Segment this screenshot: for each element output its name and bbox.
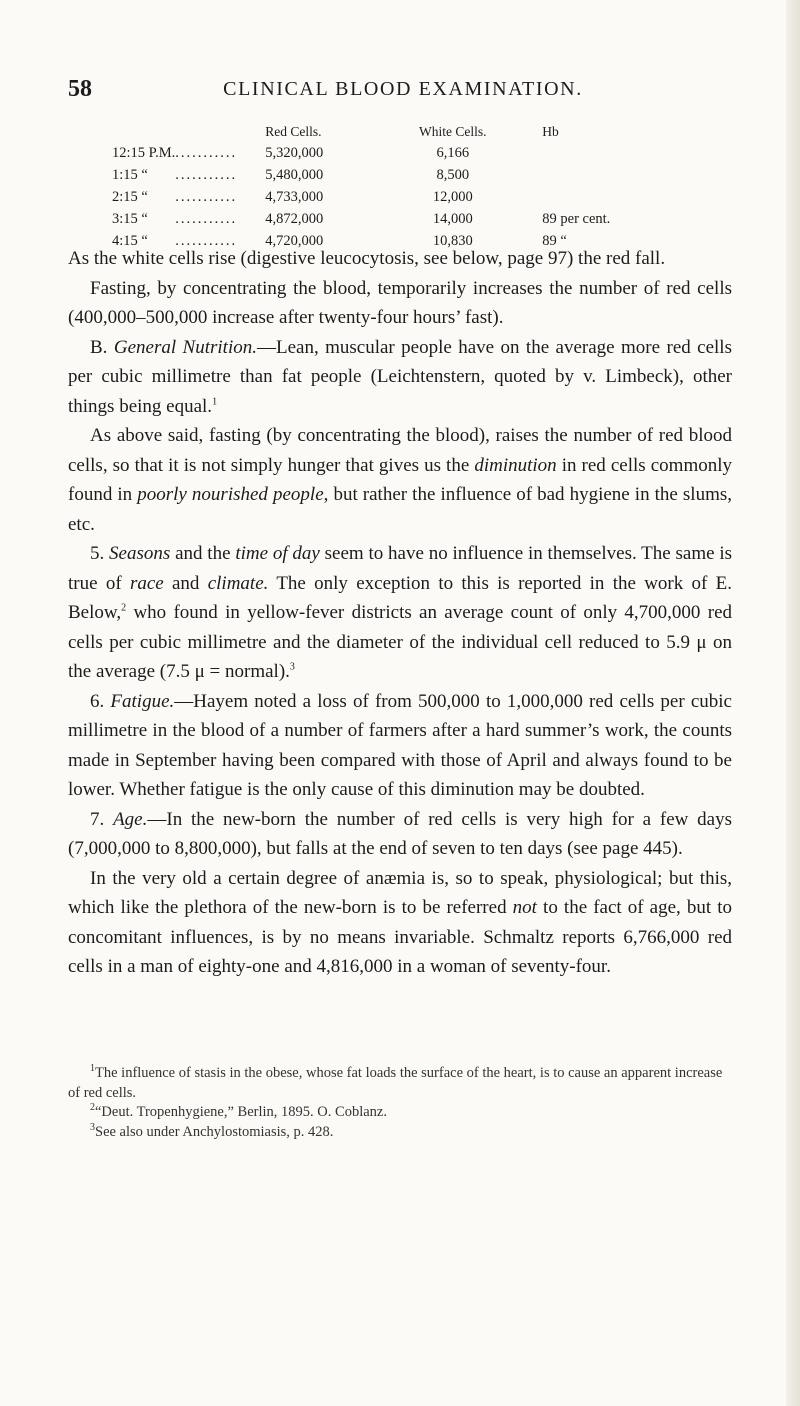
row-white-cells: 14,000 [432, 211, 473, 227]
row-white-cells: 8,500 [436, 167, 470, 183]
row-time: 12:15 P.M. [112, 145, 176, 161]
row-leader-dots: ........... [175, 211, 238, 227]
emphasis: poorly nourished people [137, 484, 324, 505]
row-leader-dots: ........... [175, 189, 238, 205]
emphasis: race [129, 572, 164, 594]
row-red-cells: 4,720,000 [265, 233, 324, 249]
running-head: CLINICAL BLOOD EXAMINATION. [223, 78, 583, 100]
section-title: Age. [113, 808, 148, 830]
row-hb [530, 140, 682, 162]
row-leader-dots: ........... [175, 167, 238, 183]
row-hb: 89 “ [542, 233, 567, 249]
paragraph-age: 7. Age.—In the new-born the number of red cells is very high for a few days (7,000,000 to 8,800,000), but falls at the end of seven to ten days (see page 445). [68, 808, 732, 859]
footnote: $^2$“Deut. Tropenhygiene,” Berlin, 1895. O. Coblanz. [90, 1102, 387, 1120]
footnotes [68, 1064, 732, 1142]
row-time: 4:15 “ [112, 233, 148, 249]
section-lead: 5. [90, 543, 105, 564]
footnote-mark: 2 [90, 1102, 95, 1114]
table-row [100, 162, 682, 184]
row-white-cells: 6,166 [436, 145, 470, 161]
header-red-cells: Red Cells. [265, 124, 322, 139]
paragraph-text: —Lean, muscular people have on the average more red cells per cubic millimetre than fat people (Leichtenstern, quoted by v. Limbeck), other things being equal. [68, 336, 732, 417]
emphasis: Seasons [109, 543, 171, 564]
paragraph-digestive-leucocytosis: As the white cells rise (digestive leucocytosis, see below, page 97) the red fall. [68, 248, 666, 269]
row-leader-dots: ........... [175, 145, 238, 161]
section-title: Fatigue. [110, 690, 175, 712]
paragraph-hunger: As above said, fasting (by concentrating the blood), raises the number of red blood cells, so that it is not simply hunger that gives us the diminution in red cells commonly found in poorly nourished people, but rather the influence of bad hygiene in the slums, etc. [68, 425, 733, 535]
section-title: General Nutrition. [113, 336, 257, 358]
section-lead: 7. [90, 808, 105, 830]
table-row [100, 184, 682, 206]
row-time: 2:15 “ [112, 189, 148, 205]
footnote-mark: 1 [90, 1063, 95, 1075]
section-lead: B. [90, 336, 108, 358]
emphasis: diminution [474, 454, 557, 476]
table-header-row [100, 118, 682, 140]
row-hb [530, 162, 682, 184]
header-hb: Hb [542, 124, 559, 139]
emphasis: not [512, 897, 537, 918]
body-text [68, 244, 732, 982]
row-hb: 89 per cent. [542, 211, 611, 227]
row-red-cells: 4,872,000 [265, 211, 324, 227]
row-red-cells: 5,320,000 [265, 145, 324, 161]
footnote-ref: 2 [121, 602, 127, 614]
emphasis: climate. [207, 572, 269, 594]
row-white-cells: 12,000 [432, 189, 473, 205]
footnote-mark: 3 [90, 1121, 95, 1133]
row-white-cells: 10,830 [432, 233, 473, 249]
page-edge-shadow [786, 0, 800, 1406]
row-time: 3:15 “ [112, 211, 148, 227]
row-time: 1:15 “ [112, 167, 148, 183]
paragraph-seasons: 5. Seasons and the time of day seem to have no influence in themselves. The same is true of race and climate. The only exception to this is reported in the work of E. Below,$^2$ who found in yellow-fever districts an average count of only 4,700,000 red cells per cubic millimetre and the diameter of the individual cell reduced to 5.9 μ on the average (7.5 μ = normal).$^3$ [68, 543, 733, 682]
paragraph-general-nutrition [68, 333, 732, 422]
header-white-cells: White Cells. [419, 124, 487, 139]
footnote: $^1$The influence of stasis in the obese, whose fat loads the surface of the heart, is to cause an apparent increase of red cells. [68, 1063, 723, 1101]
page-number: 58 [68, 76, 92, 102]
row-red-cells: 5,480,000 [265, 167, 324, 183]
paragraph-fatigue: 6. Fatigue.—Hayem noted a loss of from 500,000 to 1,000,000 red cells per cubic millimetre in the blood of a number of farmers after a hard summer’s work, the counts made in September having been compared with those of April and always found to be lower. Whether fatigue is the only cause of this diminution may be doubted. [68, 690, 732, 800]
emphasis: time of day [235, 543, 320, 564]
row-leader-dots: ........... [175, 233, 238, 249]
table-row [100, 206, 682, 228]
footnote: $^3$See also under Anchylostomiasis, p. 428. [90, 1121, 334, 1140]
row-hb [530, 184, 682, 206]
blood-count-table [100, 118, 682, 250]
section-lead: 6. [90, 690, 105, 712]
paragraph-old-age: In the very old a certain degree of anæmia is, so to speak, physiological; but this, which like the plethora of the new-born is to be referred not to the fact of age, but to concomitant influences, is by no means invariable. Schmaltz reports 6,766,000 red cells in a man of eighty-one and 4,816,000 in a woman of seventy-four. [68, 867, 733, 977]
row-red-cells: 4,733,000 [265, 189, 324, 205]
page-header [68, 76, 738, 112]
table-row [100, 140, 682, 162]
footnote-ref: 1 [212, 396, 218, 408]
footnote-ref: 3 [289, 661, 295, 673]
paragraph-fasting: Fasting, by concentrating the blood, temporarily increases the number of red cells (400,000–500,000 increase after twenty-four hours’ fast). [68, 277, 732, 328]
